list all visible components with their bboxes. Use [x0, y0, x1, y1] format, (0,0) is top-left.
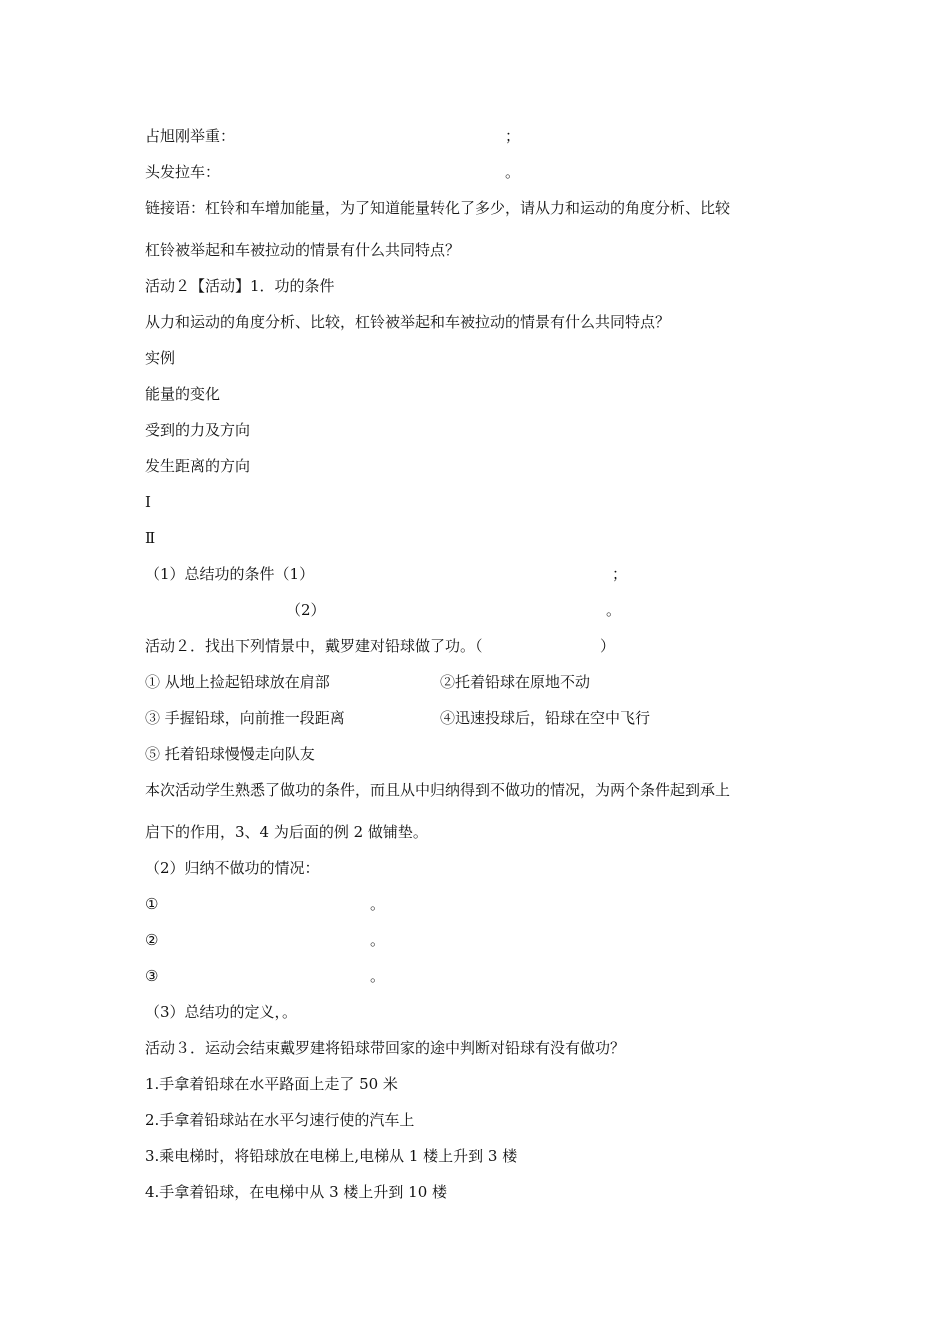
table-label-one: Ⅰ [145, 493, 151, 511]
list-item: 4.手拿着铅球，在电梯中从 3 楼上升到 10 楼 [145, 1183, 448, 1201]
fill-line-weightlifting [145, 126, 235, 146]
fill-end-period: 。 [370, 967, 386, 985]
work-definition: （3）总结功的定义，。 [145, 1003, 298, 1021]
fill-end-period: 。 [370, 931, 386, 949]
fill-line-hair-pull [145, 162, 220, 182]
fill-end-period: 。 [606, 601, 622, 619]
option-1: ① 从地上捡起铅球放在肩部 [145, 673, 330, 691]
weightlifting-label: 占旭刚举重： [145, 127, 236, 145]
table-label-distance: 发生距离的方向 [145, 457, 251, 475]
no-work-heading: （2）归纳不做功的情况： [145, 859, 320, 877]
text-line: 从力和运动的角度分析、比较，杠铃被举起和车被拉动的情景有什么共同特点？ [145, 313, 671, 331]
work-condition-1: （1）总结功的条件（1） [145, 565, 315, 583]
list-item: 2.手拿着铅球站在水平匀速行使的汽车上 [145, 1111, 415, 1129]
no-work-item-3: ③ [145, 967, 159, 985]
option-3: ③ 手握铅球，向前推一段距离 [145, 709, 345, 727]
work-condition-2: （2） [286, 601, 326, 619]
table-label-example: 实例 [145, 349, 176, 367]
list-item: 3.乘电梯时，将铅球放在电梯上,电梯从 1 楼上升到 3 楼 [145, 1147, 518, 1165]
table-label-energy: 能量的变化 [145, 385, 221, 403]
text-line: 链接语：杠铃和车增加能量，为了知道能量转化了多少，请从力和运动的角度分析、比较 [145, 199, 731, 217]
hair-pull-label: 头发拉车： [145, 163, 221, 181]
text-line: 杠铃被举起和车被拉动的情景有什么共同特点？ [145, 241, 461, 259]
list-item: 1.手拿着铅球在水平路面上走了 50 米 [145, 1075, 398, 1093]
option-5: ⑤ 托着铅球慢慢走向队友 [145, 745, 315, 763]
text-line: 本次活动学生熟悉了做功的条件，而且从中归纳得到不做功的情况，为两个条件起到承上 [145, 781, 731, 799]
fill-end-semicolon: ； [612, 565, 628, 583]
table-label-force: 受到的力及方向 [145, 421, 251, 439]
no-work-item-1: ① [145, 895, 159, 913]
option-2: ②托着铅球在原地不动 [440, 673, 591, 691]
section-heading: 活动２【活动】1．功的条件 [145, 277, 335, 295]
fill-end-period: 。 [505, 163, 521, 181]
table-label-two: Ⅱ [145, 529, 156, 547]
no-work-item-2: ② [145, 931, 159, 949]
fill-end-semicolon: ； [505, 127, 521, 145]
fill-end-period: 。 [370, 895, 386, 913]
activity-3-heading: 活动３．运动会结束戴罗建将铅球带回家的途中判断对铅球有没有做功？ [145, 1039, 626, 1057]
paren-close: ） [600, 637, 616, 655]
text-line: 启下的作用，3、4 为后面的例 2 做铺垫。 [145, 823, 428, 841]
option-4: ④迅速投球后，铅球在空中飞行 [440, 709, 651, 727]
activity-2-heading: 活动２．找出下列情景中，戴罗建对铅球做了功。（ [145, 637, 483, 655]
